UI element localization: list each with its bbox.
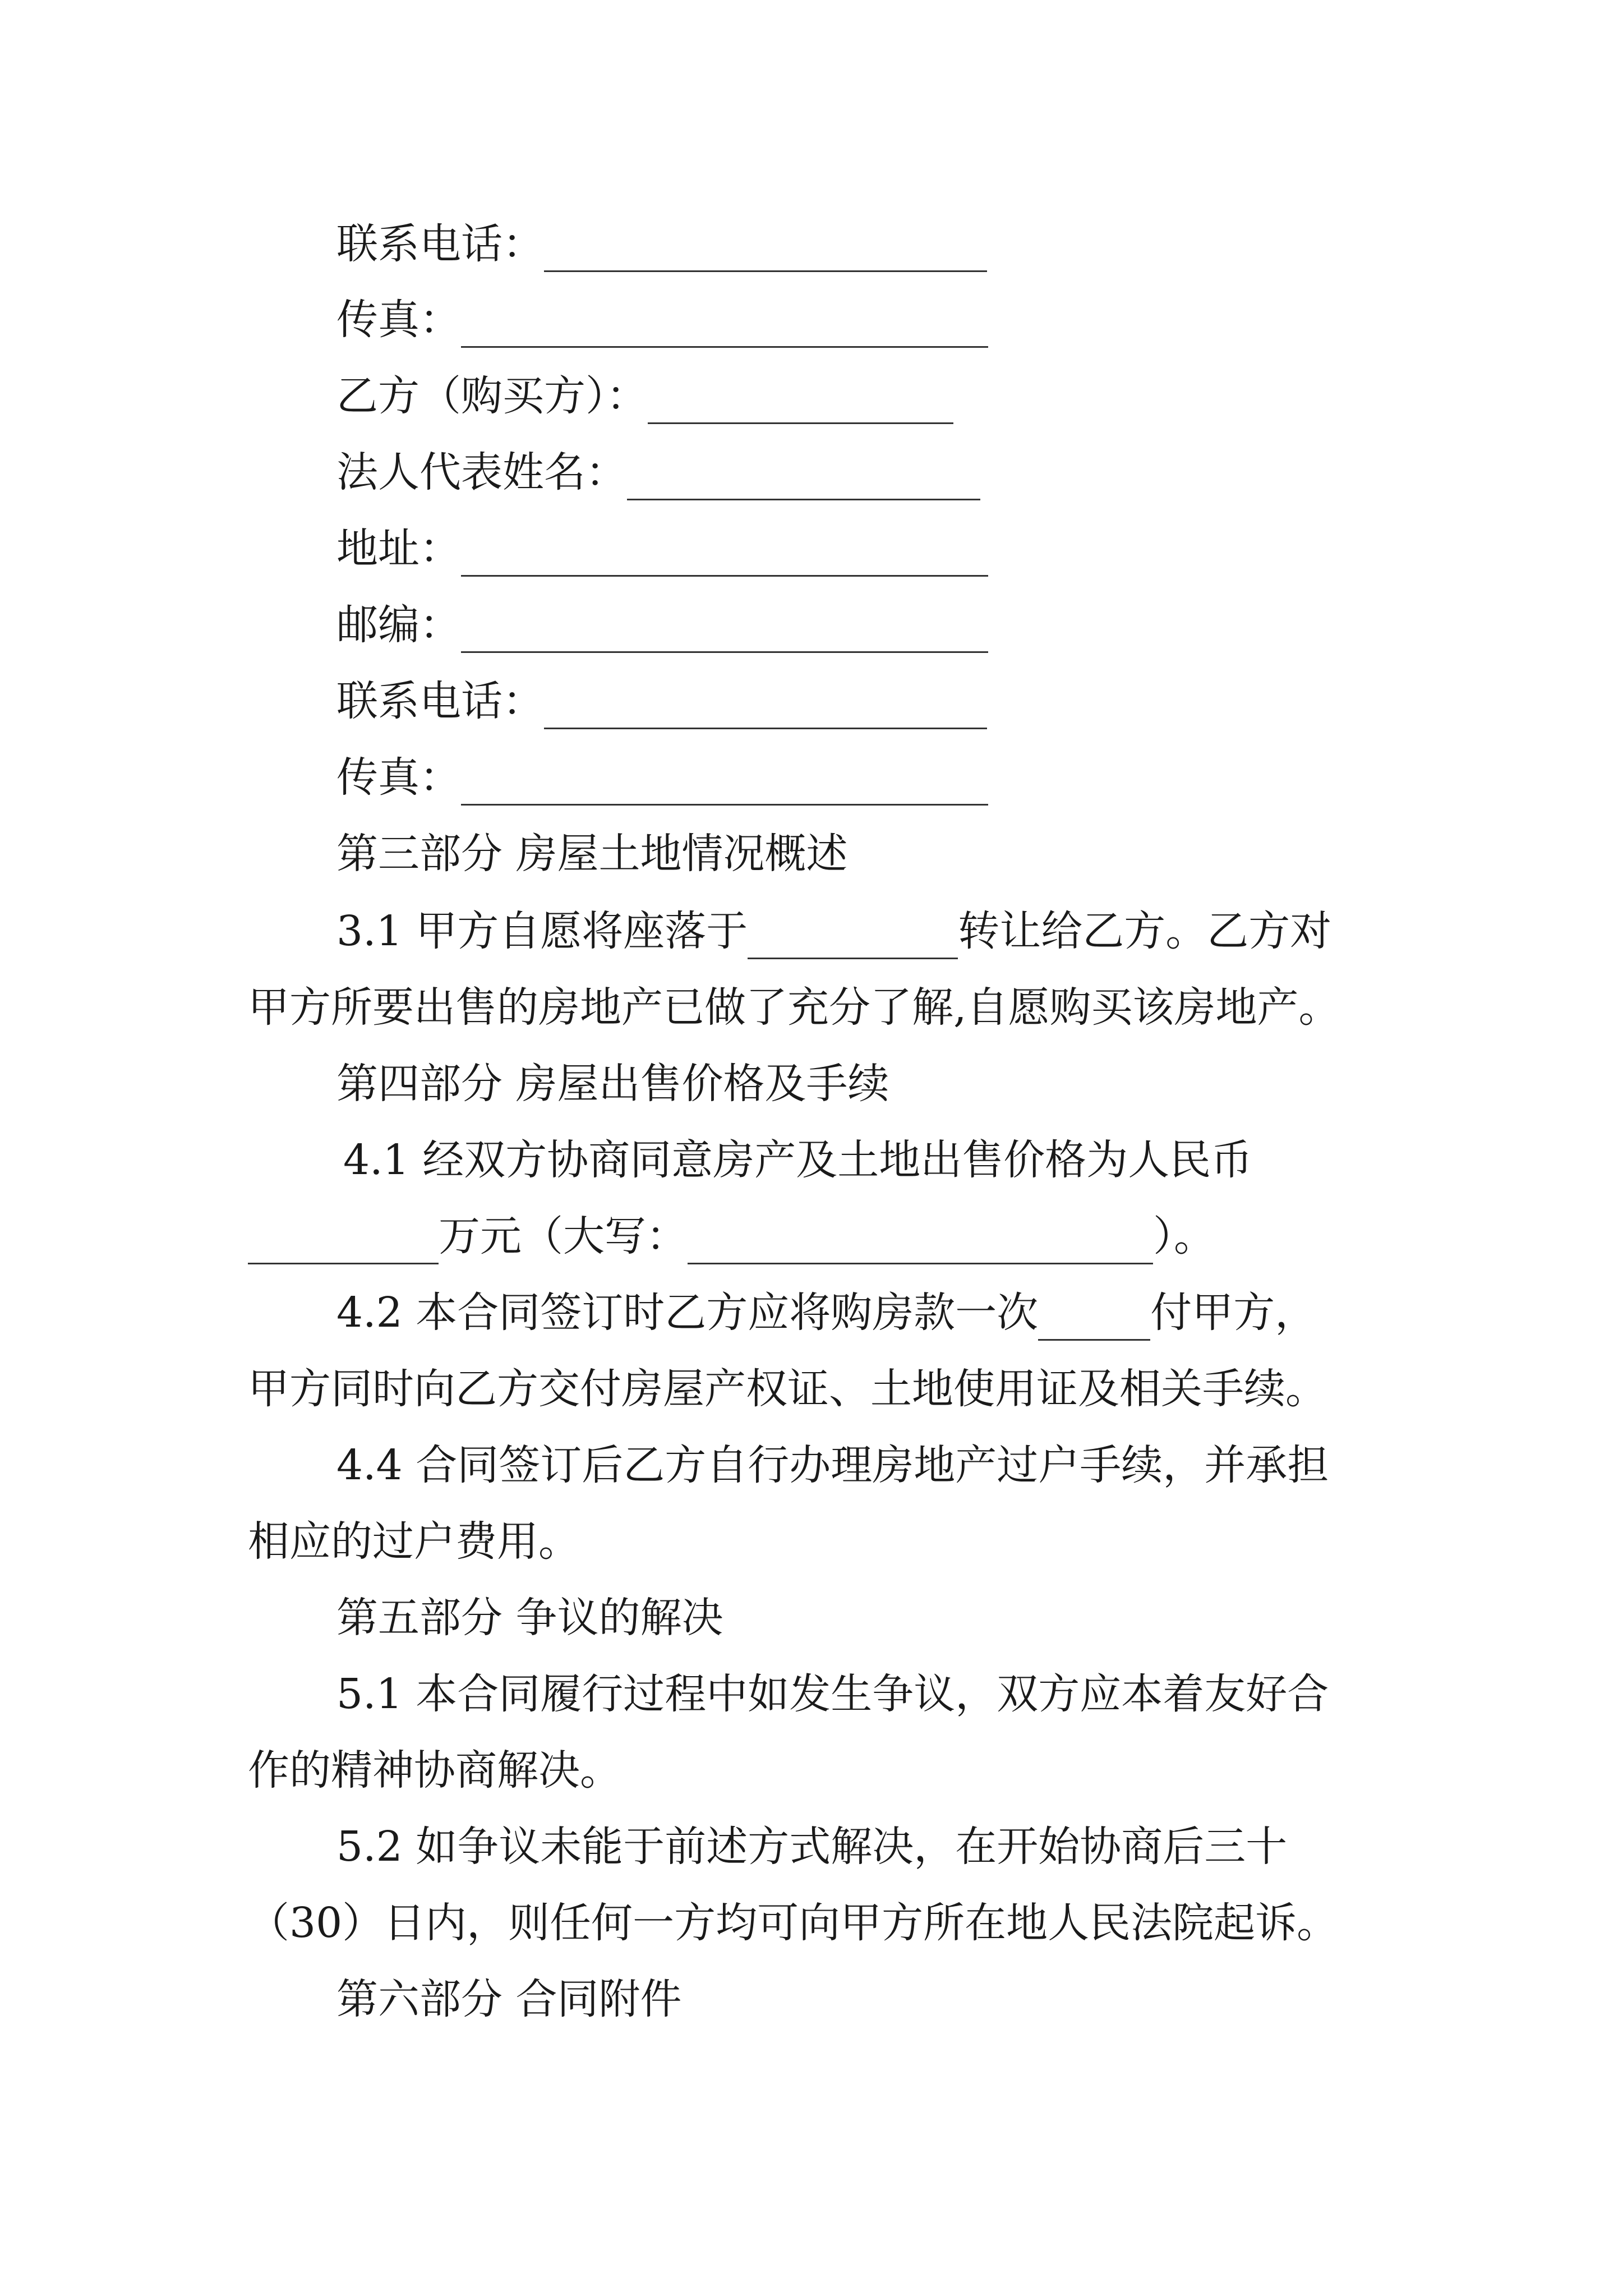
party-b-phone-field[interactable] <box>544 688 987 729</box>
party-b-name-label: 乙方（购买方）： <box>336 372 648 420</box>
clause-3-1-line-1 <box>336 903 1331 959</box>
party-b-fax-row <box>336 749 988 806</box>
clause-4-1-text-b: 万元（大写： <box>439 1212 688 1260</box>
clause-4-1-line-2 <box>248 1208 1215 1264</box>
party-a-fax-row <box>336 292 988 348</box>
party-b-rep-label: 法人代表姓名： <box>336 448 627 496</box>
clause-4-2-line-2: 甲方同时向乙方交付房屋产权证、土地使用证及相关手续。 <box>248 1365 1327 1413</box>
party-a-phone-label: 联系电话： <box>336 220 544 268</box>
party-b-fax-label: 传真： <box>336 753 461 802</box>
party-a-fax-label: 传真： <box>336 296 461 344</box>
price-in-words-field[interactable] <box>688 1223 1153 1264</box>
property-location-field[interactable] <box>748 918 958 959</box>
clause-4-4-line-2: 相应的过户费用。 <box>248 1517 580 1566</box>
clause-4-1-line-1: 4.1 经双方协商同意房产及土地出售价格为人民币 <box>343 1136 1253 1184</box>
party-b-address-label: 地址： <box>336 524 461 573</box>
party-b-address-row <box>336 521 988 577</box>
party-b-postcode-row <box>336 597 988 653</box>
clause-4-2-line-1 <box>336 1285 1316 1341</box>
clause-3-1-text-b: 转让给乙方。乙方对 <box>958 907 1332 955</box>
party-b-name-field[interactable] <box>648 383 953 424</box>
clause-5-1-line-2: 作的精神协商解决。 <box>248 1746 621 1795</box>
price-amount-field[interactable] <box>248 1223 439 1264</box>
party-b-name-row <box>336 368 953 424</box>
party-b-postcode-field[interactable] <box>461 612 988 653</box>
party-a-phone-row <box>336 216 987 272</box>
clause-4-2-text-b: 付甲方， <box>1150 1289 1317 1337</box>
party-b-rep-row <box>336 444 980 500</box>
clause-4-2-text-a: 4.2 本合同签订时乙方应将购房款一次 <box>336 1289 1039 1337</box>
clause-4-1-text-c: ）。 <box>1153 1212 1215 1260</box>
party-b-rep-field[interactable] <box>627 459 980 500</box>
clause-5-2-line-1: 5.2 如争议未能于前述方式解决，在开始协商后三十 <box>336 1823 1288 1871</box>
section-6-title: 第六部分 合同附件 <box>336 1975 682 2023</box>
party-a-phone-field[interactable] <box>544 231 987 272</box>
clause-5-1-line-1: 5.1 本合同履行过程中如发生争议，双方应本着友好合 <box>336 1670 1329 1718</box>
party-b-address-field[interactable] <box>461 536 988 577</box>
section-5-title: 第五部分 争议的解决 <box>336 1594 723 1642</box>
section-3-title: 第三部分 房屋土地情况概述 <box>336 830 848 878</box>
party-b-phone-row <box>336 673 987 729</box>
section-4-title: 第四部分 房屋出售价格及手续 <box>336 1060 889 1108</box>
party-b-phone-label: 联系电话： <box>336 677 544 725</box>
party-b-fax-field[interactable] <box>461 765 988 806</box>
clause-3-1-line-2: 甲方所要出售的房地产已做了充分了解,自愿购买该房地产。 <box>248 983 1340 1032</box>
clause-3-1-text-a: 3.1 甲方自愿将座落于 <box>336 907 748 955</box>
clause-5-2-line-2: （30）日内，则任何一方均可向甲方所在地人民法院起诉。 <box>248 1899 1339 1947</box>
party-b-postcode-label: 邮编： <box>336 601 461 649</box>
payment-method-field[interactable] <box>1038 1300 1150 1341</box>
clause-4-4-line-1: 4.4 合同签订后乙方自行办理房地产过户手续，并承担 <box>336 1441 1329 1489</box>
party-a-fax-field[interactable] <box>461 307 988 348</box>
